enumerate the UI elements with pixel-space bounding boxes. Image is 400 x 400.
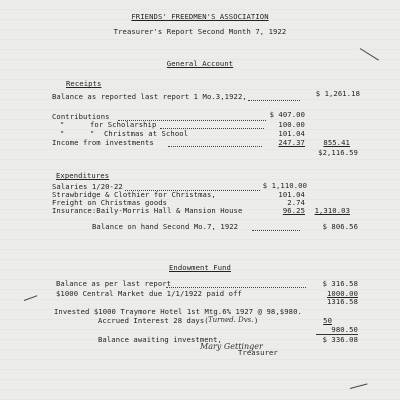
leader-dots xyxy=(252,230,300,231)
christmas-label: Christmas at School xyxy=(104,129,189,138)
christmas-amount: 101.04 xyxy=(278,129,305,138)
salaries-label: Salaries 1/20-22 xyxy=(52,182,123,191)
endowment-last-amount: $ 316.58 xyxy=(322,279,358,288)
receipts-total: 855.41 xyxy=(323,138,350,147)
strawbridge-amount: 101.04 xyxy=(278,190,305,199)
ditto-mark: " xyxy=(60,129,65,138)
ditto-mark: " xyxy=(90,129,95,138)
traymore-invested-label: Invested $1000 Traymore Hotel 1st Mtg.6% 1927 @ 98,$980. xyxy=(54,307,302,316)
income-label: Income from investments xyxy=(52,138,154,147)
strawbridge-label: Strawbridge & Clothier for Christmas, xyxy=(52,190,216,199)
accrued-handwritten-note: Turned. Dvs. xyxy=(208,316,254,324)
treasurer-title: Treasurer xyxy=(238,348,278,357)
income-amount: 247.37 xyxy=(278,138,305,147)
salaries-amount: $ 1,110.00 xyxy=(262,181,307,190)
awaiting-investment-label: Balance awaiting investment, xyxy=(98,335,222,344)
accrued-close-paren: ) xyxy=(254,316,259,325)
insurance-label: Insurance:Baily-Morris Hall & Mansion House xyxy=(52,206,243,215)
insurance-amount: 96.25 xyxy=(282,206,305,215)
central-market-label: $1000 Central Market due 1/1/1922 paid off xyxy=(56,289,242,298)
balance-last-report-amount: $ 1,261.18 xyxy=(315,89,360,98)
contributions-label: Contributions xyxy=(52,112,110,121)
endowment-subtotal: 1316.58 xyxy=(327,297,358,306)
balance-on-hand-amount: $ 806.56 xyxy=(322,222,358,231)
ditto-mark: " xyxy=(60,120,65,129)
balance-on-hand-label: Balance on hand Second Mo.7, 1922 xyxy=(92,222,239,231)
awaiting-investment-amount: $ 336.08 xyxy=(322,335,358,344)
scan-mark xyxy=(350,383,368,389)
freight-amount: 2.74 xyxy=(287,198,305,207)
grand-total: $2,116.59 xyxy=(318,148,358,157)
org-title: FRIENDS' FREEDMEN'S ASSOCIATION xyxy=(131,12,269,21)
endowment-last-label: Balance as per last report xyxy=(56,279,172,288)
scan-mark xyxy=(360,48,379,61)
endowment-heading: Endowment Fund xyxy=(169,263,231,272)
freight-label: Freight on Christmas goods xyxy=(52,198,168,207)
leader-dots xyxy=(168,146,262,147)
receipts-heading: Receipts xyxy=(66,79,102,88)
leader-dots xyxy=(248,100,300,101)
expenditures-total: 1,310.03 xyxy=(314,206,350,215)
central-market-amount: 1000.00 xyxy=(327,289,358,298)
contributions-amount: $ 407.00 xyxy=(269,110,305,119)
accrued-interest-amount: 50 xyxy=(323,316,332,325)
scholarship-label: for Scholarship xyxy=(90,120,157,129)
scan-mark xyxy=(24,295,37,301)
invested-total: 980.50 xyxy=(331,325,358,334)
accrued-interest-label: Accrued Interest 28 days( xyxy=(98,316,209,325)
leader-dots xyxy=(166,287,306,288)
expenditures-heading: Expenditures xyxy=(56,171,110,180)
balance-last-report-label: Balance as reported last report 1 Mo.3,1922, xyxy=(52,92,247,101)
treasurer-signature: Mary Gettinger xyxy=(200,342,263,351)
general-account-heading: General Account xyxy=(166,59,234,68)
scholarship-amount: 100.00 xyxy=(278,120,305,129)
report-subtitle: Treasurer's Report Second Month 7, 1922 xyxy=(113,27,287,36)
